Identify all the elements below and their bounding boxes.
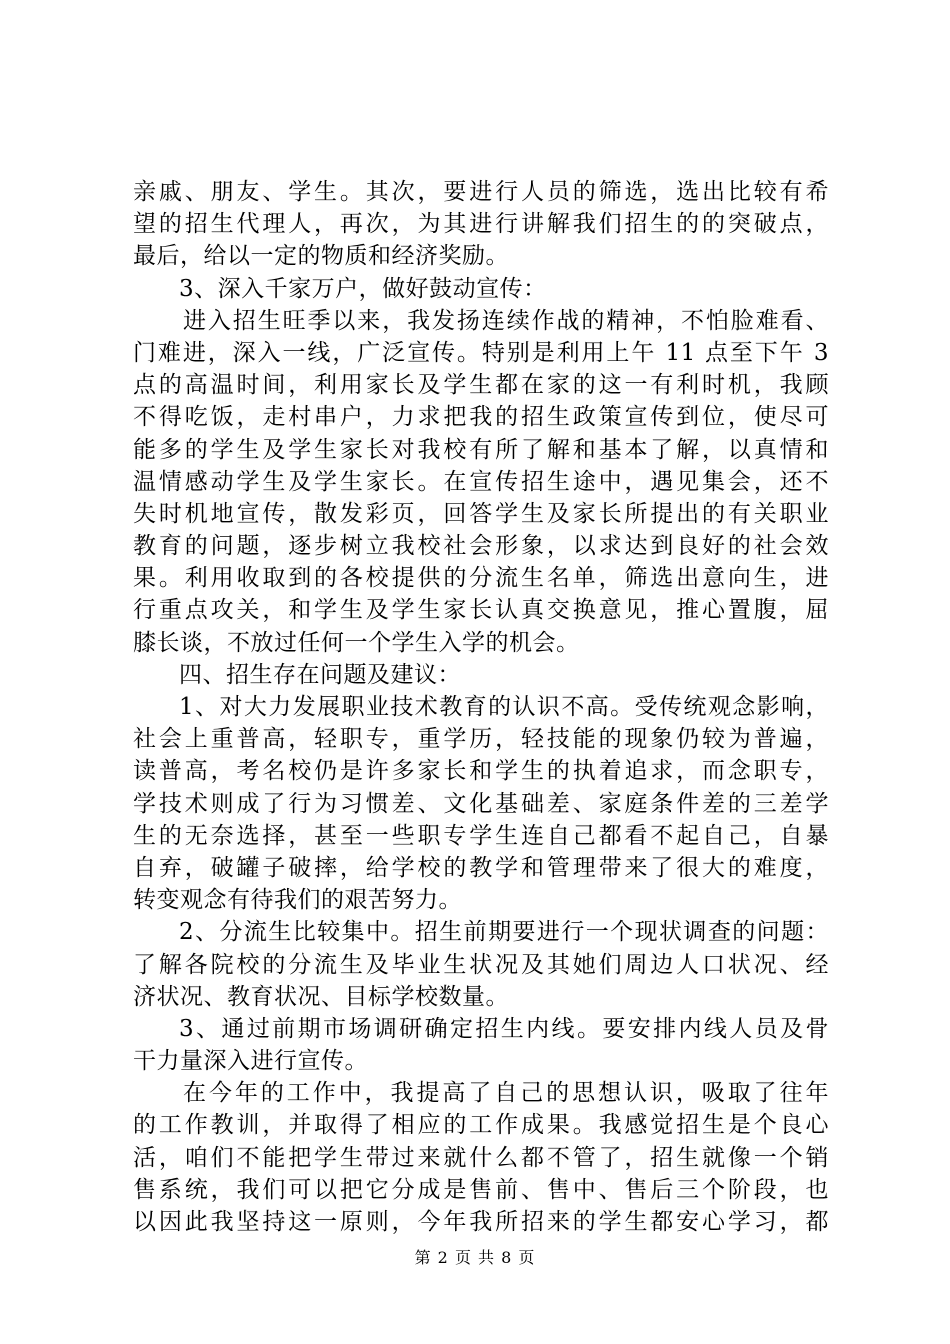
text-line-24: 2、分流生比较集中。招生前期要进行一个现状调查的问题： [179, 919, 829, 946]
text-line-9: 能多的学生及学生家长对我校有所了解和基本了解，以真情和 [133, 436, 829, 463]
text-line-7: 点的高温时间，利用家长及学生都在家的这一有利时机，我顾 [133, 372, 829, 399]
text-line-11: 失时机地宣传，散发彩页，回答学生及家长所提出的有关职业 [133, 500, 829, 527]
text-line-5: 进入招生旺季以来，我发扬连续作战的精神，不怕脸难看、 [183, 307, 829, 334]
text-line-10: 温情感动学生及学生家长。在宣传招生途中，遇见集会，还不 [133, 468, 829, 495]
text-line-27: 3、通过前期市场调研确定招生内线。要安排内线人员及骨 [179, 1015, 829, 1042]
section-heading-four: 四、招生存在问题及建议： [179, 661, 461, 688]
text-line-13: 果。利用收取到的各校提供的分流生名单，筛选出意向生，进 [133, 565, 829, 592]
text-line-33: 以因此我坚持这一原则，今年我所招来的学生都安心学习，都 [133, 1209, 829, 1235]
section-heading-3: 3、深入千家万户，做好鼓动宣传： [179, 275, 547, 302]
text-line-3: 最后，给以一定的物质和经济奖励。 [133, 243, 509, 270]
document-body [133, 176, 829, 1238]
text-line-30: 的工作教训，并取得了相应的工作成果。我感觉招生是个良心 [133, 1112, 829, 1139]
text-line-31: 活，咱们不能把学生带过来就什么都不管了，招生就像一个销 [133, 1144, 829, 1171]
text-line-2: 望的招生代理人，再次，为其进行讲解我们招生的的突破点， [133, 211, 829, 238]
text-line-32: 售系统，我们可以把它分成是售前、售中、售后三个阶段，也 [133, 1176, 829, 1203]
text-line-20: 学技术则成了行为习惯差、文化基础差、家庭条件差的三差学 [133, 790, 829, 817]
text-line-18: 社会上重普高，轻职专，重学历，轻技能的现象仍较为普遍， [133, 726, 829, 753]
text-line-15: 膝长谈，不放过任何一个学生入学的机会。 [133, 629, 580, 656]
text-line-22: 自弃，破罐子破摔，给学校的教学和管理带来了很大的难度， [133, 854, 829, 881]
text-line-17: 1、对大力发展职业技术教育的认识不高。受传统观念影响， [179, 694, 829, 720]
text-line-25: 了解各院校的分流生及毕业生状况及其她们周边人口状况、经 [133, 951, 829, 978]
text-line-12: 教育的问题，逐步树立我校社会形象，以求达到良好的社会效 [133, 533, 829, 560]
text-line-8: 不得吃饭，走村串户，力求把我的招生政策宣传到位，使尽可 [133, 404, 829, 431]
text-line-14: 行重点攻关，和学生及学生家长认真交换意见，推心置腹，屈 [133, 597, 829, 624]
text-line-23: 转变观念有待我们的艰苦努力。 [133, 887, 462, 914]
page-footer: 第 2 页 共 8 页 [414, 1248, 536, 1267]
text-line-21: 生的无奈选择，甚至一些职专学生连自己都看不起自己，自暴 [133, 822, 829, 849]
text-line-6: 门难进，深入一线，广泛宣传。特别是利用上午 11 点至下午 3 [133, 339, 829, 366]
text-line-29: 在今年的工作中，我提高了自己的思想认识，吸取了往年 [183, 1080, 829, 1107]
text-line-26: 济状况、教育状况、目标学校数量。 [133, 983, 509, 1010]
text-line-28: 干力量深入进行宣传。 [133, 1048, 368, 1075]
text-line-19: 读普高，考名校仍是许多家长和学生的执着追求，而念职专， [133, 758, 829, 785]
text-line-1: 亲戚、朋友、学生。其次，要进行人员的筛选，选出比较有希 [133, 179, 829, 205]
